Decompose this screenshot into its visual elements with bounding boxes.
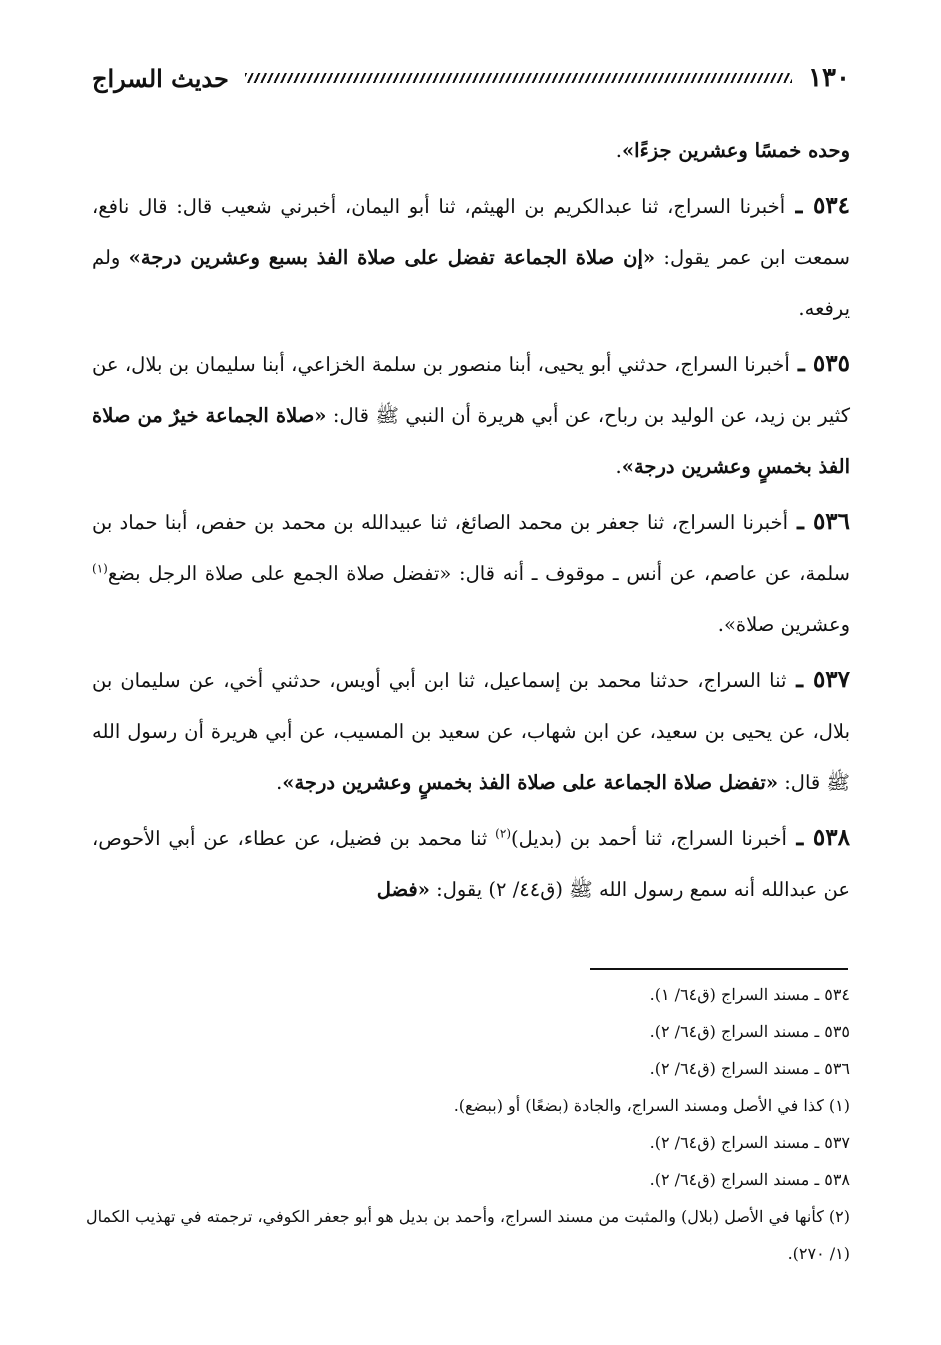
hadith-quote: وحده خمسًا وعشرين جزءًا» bbox=[621, 139, 850, 162]
hadith-number: ٥٣٦ ـ bbox=[788, 508, 850, 535]
hadith-quote: «فضل bbox=[376, 878, 430, 901]
footnote-line: ٥٣٦ ـ مسند السراج (ق٦٤/ ٢). bbox=[649, 1059, 850, 1078]
hadith-number: ٥٣٥ ـ bbox=[789, 350, 850, 377]
footnote-line: ٥٣٧ ـ مسند السراج (ق٦٤/ ٢). bbox=[649, 1133, 850, 1152]
footnote-line: ٥٣٨ ـ مسند السراج (ق٦٤/ ٢). bbox=[649, 1170, 850, 1189]
main-text bbox=[92, 125, 850, 919]
text-run: أخبرنا السراج، ثنا عبدالكريم بن الهيثم، ثنا أبو اليمان، أخبرني شعيب قال: قال نافع، سمعت ابن عمر يقول: bbox=[92, 195, 850, 269]
page-number: ١٣٠ bbox=[808, 63, 850, 93]
text-run: . bbox=[276, 771, 283, 794]
text-run: . bbox=[615, 139, 622, 162]
hadith-quote: «إن صلاة الجماعة تفضل على صلاة الفذ بسبع وعشرين درجة» bbox=[128, 246, 656, 269]
footnote-line: ٥٣٤ ـ مسند السراج (ق٦٤/ ١). bbox=[649, 985, 850, 1004]
text-run: أخبرنا السراج، ثنا أحمد بن (بديل) bbox=[511, 827, 787, 850]
footnote-line: (١) كذا في الأصل ومسند السراج، والجادة (بضعًا) أو (ببضع). bbox=[453, 1096, 850, 1115]
header-decorative-rule bbox=[245, 73, 792, 83]
paragraph bbox=[92, 812, 850, 915]
hadith-number: ٥٣٧ ـ bbox=[786, 666, 850, 693]
hadith-quote: «تفضل صلاة الجماعة على صلاة الفذ بخمسٍ وعشرين درجة» bbox=[282, 771, 779, 794]
paragraph bbox=[92, 125, 850, 176]
hadith-number: ٥٣٤ ـ bbox=[785, 192, 850, 219]
text-run: أخبرنا السراج، حدثني أبو يحيى، أبنا منصور بن سلمة الخزاعي، أبنا سليمان بن بلال، عن كثير بن زيد، عن الوليد بن رباح، عن أبي هريرة أن النبي ﷺ قال: bbox=[92, 353, 850, 427]
hadith-number: ٥٣٨ ـ bbox=[786, 824, 850, 851]
footnote-line: (٢) كأنها في الأصل (بلال) والمثبت من مسند السراج، وأحمد بن بديل هو أبو جعفر الكوفي، ترجمته في تهذيب الكمال (١/ ٢٧٠). bbox=[86, 1207, 850, 1263]
running-title: حديث السراج bbox=[92, 63, 229, 93]
text-run: وعشرين صلاة». bbox=[717, 613, 850, 636]
page-header bbox=[92, 58, 850, 98]
paragraph bbox=[92, 338, 850, 492]
text-run: . bbox=[615, 455, 622, 478]
paragraph bbox=[92, 180, 850, 334]
footnote-marker: (٢) bbox=[495, 826, 511, 841]
footnote-line: ٥٣٥ ـ مسند السراج (ق٦٤/ ٢). bbox=[649, 1022, 850, 1041]
paragraph bbox=[92, 496, 850, 650]
text-run: ثنا السراج، حدثنا محمد بن إسماعيل، ثنا ابن أبي أويس، حدثني أخي، عن سليمان بن بلال، عن يحيى بن سعيد، عن ابن شهاب، عن سعيد بن المسيب، عن أبي هريرة أن رسول الله ﷺ قال: bbox=[92, 669, 850, 794]
footnotes bbox=[84, 976, 850, 1272]
text-run: أخبرنا السراج، ثنا جعفر بن محمد الصائغ، ثنا عبيدالله بن محمد بن حفص، أبنا حماد بن سلمة، عن عاصم، عن أنس ـ موقوف ـ أنه قال: «تفضل صلاة الجمع على صلاة الرجل بضع bbox=[92, 511, 850, 585]
hadith-quote: «صلاة الجماعة خيرٌ من صلاة الفذ بخمسٍ وعشرين درجة» bbox=[92, 404, 850, 478]
footnote-marker: (١) bbox=[92, 561, 108, 576]
text-run: ولم يرفعه. bbox=[92, 246, 850, 320]
paragraph bbox=[92, 654, 850, 808]
text-run: ثنا محمد بن فضيل، عن عطاء، عن أبي الأحوص، عن عبدالله أنه سمع رسول الله ﷺ (ق٤٤/ ٢) يقول: bbox=[92, 827, 850, 901]
footnote-separator bbox=[590, 968, 848, 970]
